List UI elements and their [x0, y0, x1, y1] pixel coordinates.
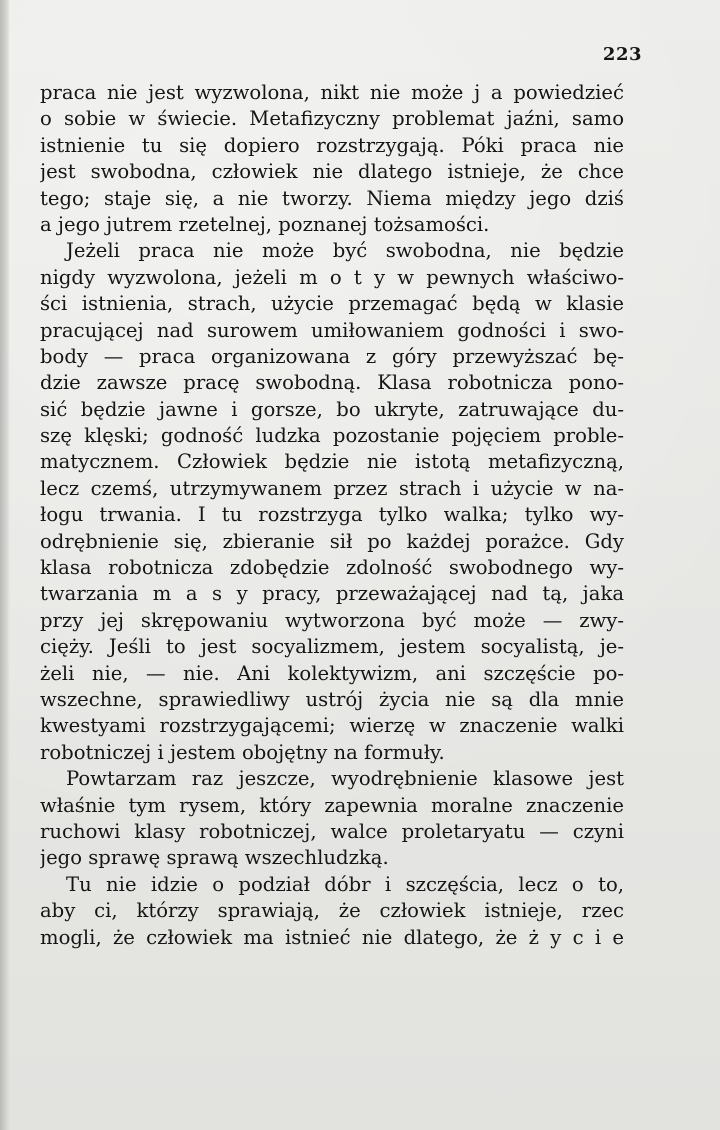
text-line: jest swobodna, człowiek nie dlatego istnieje, że chce: [40, 160, 624, 184]
text-line: body — praca organizowana z góry przewyższać bę-: [40, 344, 624, 368]
text-line: cięży. Jeśli to jest socyalizmem, jestem socyalistą, je-: [40, 635, 624, 659]
text-line: sić będzie jawne i gorsze, bo ukryte, zatruwające du-: [40, 397, 624, 421]
text-line: a jego jutrem rzetelnej, poznanej tożsamości.: [40, 212, 490, 236]
text-line: pracującej nad surowem umiłowaniem godności i swo-: [40, 318, 624, 342]
text-line: ści istnienia, strach, użycie przemagać będą w klasie: [40, 292, 624, 316]
text-line: przy jej skrępowaniu wytworzona być może — zwy-: [40, 608, 624, 632]
text-line: łogu trwania. I tu rozstrzyga tylko walka; tylko wy-: [40, 503, 624, 527]
text-line: wszechne, sprawiedliwy ustrój życia nie są dla mnie: [40, 687, 624, 711]
text-line: szę klęski; godność ludzka pozostanie pojęciem proble-: [40, 424, 624, 448]
page-binding-edge: [0, 0, 10, 1130]
text-line: kwestyami rozstrzygającemi; wierzę w znaczenie walki: [40, 714, 624, 738]
text-line: o sobie w świecie. Metafizyczny problemat jaźni, samo: [40, 107, 624, 131]
text-line: dzie zawsze pracę swobodną. Klasa robotnicza pono-: [40, 371, 624, 395]
text-line: nigdy wyzwolona, jeżeli m o t y w pewnych właściwo-: [40, 265, 624, 289]
text-line: Powtarzam raz jeszcze, wyodrębnienie klasowe jest: [66, 767, 624, 791]
text-line: istnienie tu się dopiero rozstrzygają. Póki praca nie: [40, 133, 624, 157]
text-line: odrębnienie się, zbieranie sił po każdej porażce. Gdy: [40, 529, 624, 553]
text-line: aby ci, którzy sprawiają, że człowiek istnieje, rzec: [40, 899, 624, 923]
text-line: lecz czemś, utrzymywanem przez strach i użycie w na-: [40, 476, 624, 500]
text-line: tego; staje się, a nie tworzy. Niema między jego dziś: [40, 186, 624, 210]
text-line: Tu nie idzie o podział dóbr i szczęścia, lecz o to,: [66, 872, 624, 896]
text-line: ruchowi klasy robotniczej, walce proletaryatu — czyni: [40, 819, 624, 843]
text-line: twarzania m a s y pracy, przeważającej nad tą, jaka: [40, 582, 624, 606]
text-line: Jeżeli praca nie może być swobodna, nie będzie: [66, 239, 624, 263]
text-line: żeli nie, — nie. Ani kolektywizm, ani szczęście po-: [40, 661, 624, 685]
text-line: praca nie jest wyzwolona, nikt nie może j a powiedzieć: [40, 81, 624, 104]
text-line: robotniczej i jestem obojętny na formuły.: [40, 740, 445, 764]
text-line: mogli, że człowiek ma istnieć nie dlatego, że ż y c i e: [40, 925, 624, 949]
text-line: jego sprawę sprawą wszechludzką.: [40, 846, 389, 870]
text-line: właśnie tym rysem, który zapewnia moralne znaczenie: [40, 793, 624, 817]
text-line: matycznem. Człowiek będzie nie istotą metafizyczną,: [40, 450, 624, 474]
body-text: [40, 80, 624, 951]
text-line: klasa robotnicza zdobędzie zdolność swobodnego wy-: [40, 556, 624, 580]
page-number: 223: [602, 44, 642, 65]
